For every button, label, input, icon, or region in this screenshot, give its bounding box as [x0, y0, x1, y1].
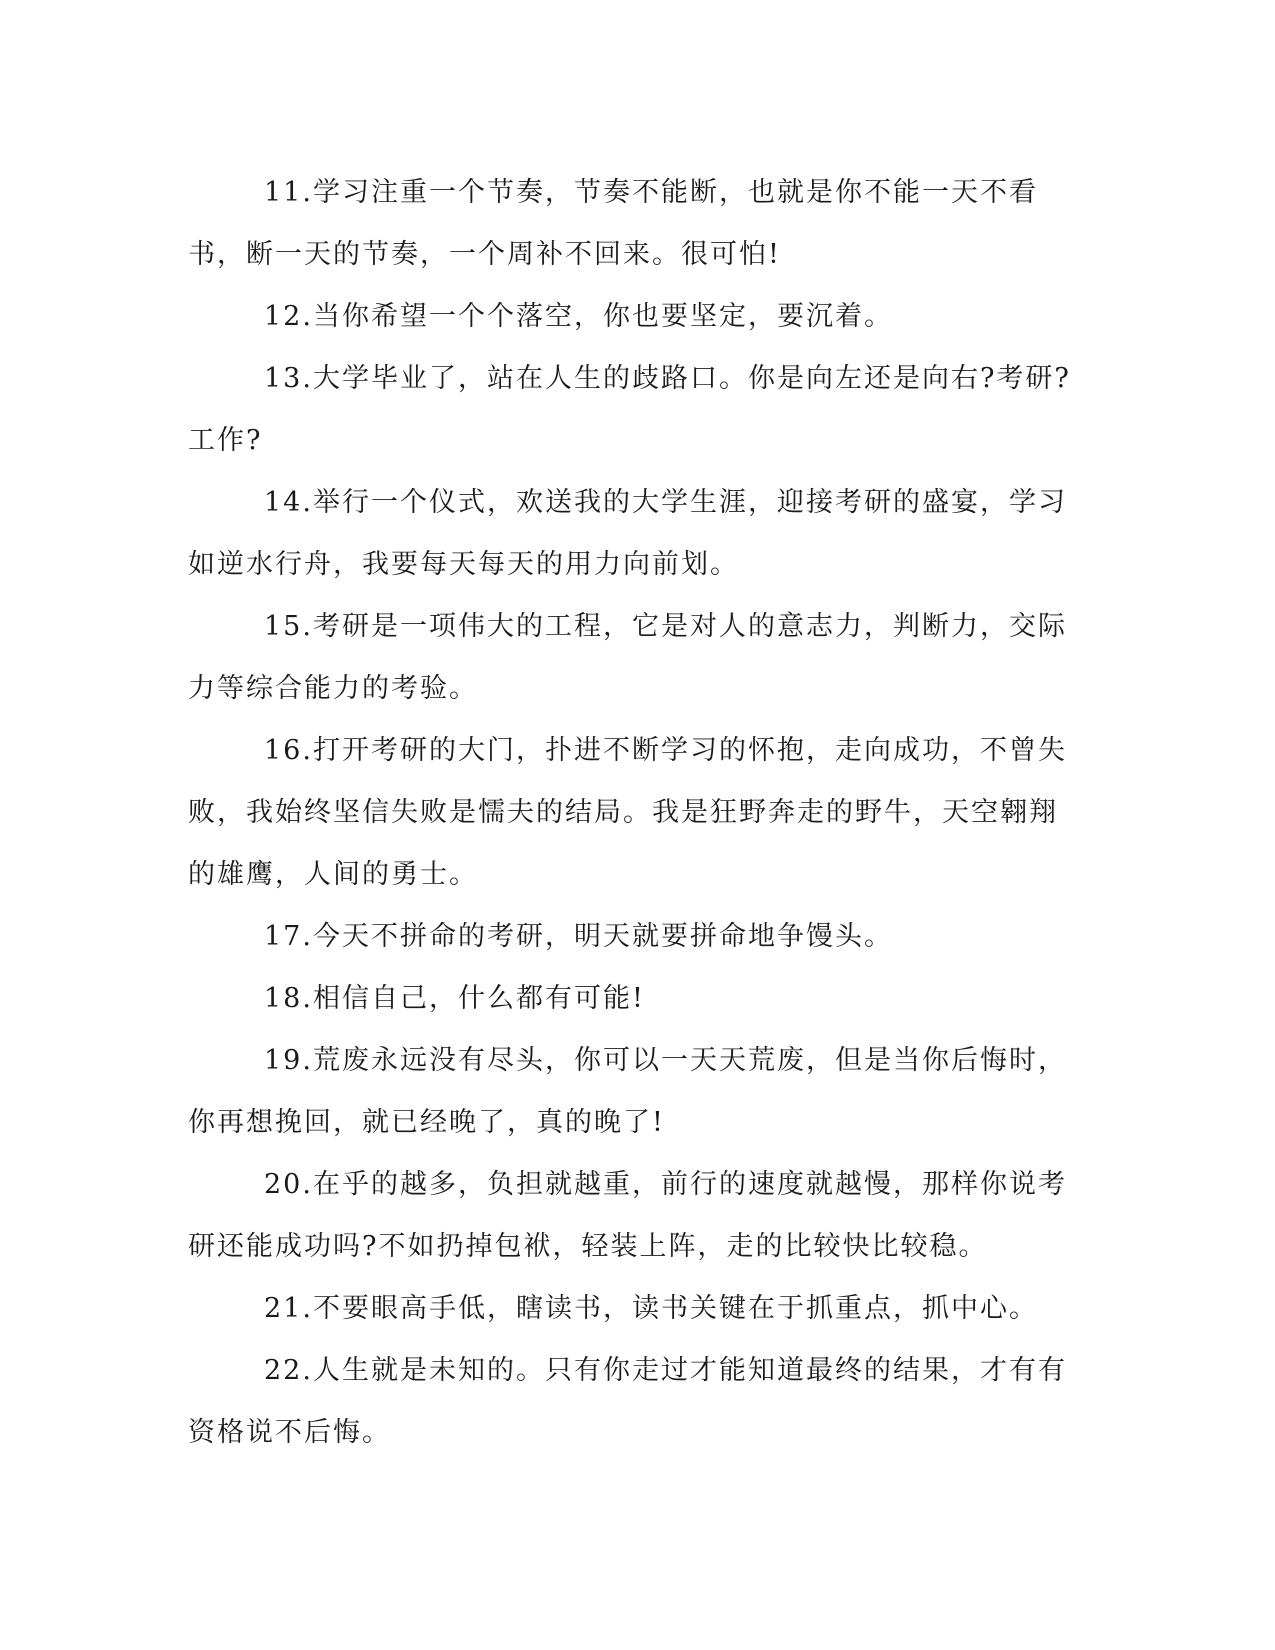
- paragraph-18: 18.相信自己，什么都有可能!: [264, 983, 645, 1014]
- paragraph-13: 13.大学毕业了，站在人生的歧路口。你是向左还是向右?考研?工作?: [188, 363, 1071, 456]
- paragraph-21: 21.不要眼高手低，瞎读书，读书关键在于抓重点，抓中心。: [264, 1293, 1038, 1324]
- paragraph-11: 11.学习注重一个节奏，节奏不能断，也就是你不能一天不看书，断一天的节奏，一个周补不回来。很可怕!: [188, 177, 1038, 270]
- paragraph-15: 15.考研是一项伟大的工程，它是对人的意志力，判断力，交际力等综合能力的考验。: [188, 611, 1067, 704]
- paragraph-17: 17.今天不拼命的考研，明天就要拼命地争馒头。: [264, 921, 893, 952]
- document-body: [188, 162, 1080, 1464]
- paragraph-16: 16.打开考研的大门，扑进不断学习的怀抱，走向成功，不曾失败，我始终坚信失败是懦夫的结局。我是狂野奔走的野牛，天空翱翔的雄鹰，人间的勇士。: [188, 735, 1067, 890]
- paragraph-19: 19.荒废永远没有尽头，你可以一天天荒废，但是当你后悔时，你再想挽回，就已经晚了，真的晚了!: [188, 1045, 1067, 1138]
- paragraph-14: 14.举行一个仪式，欢送我的大学生涯，迎接考研的盛宴，学习如逆水行舟，我要每天每天的用力向前划。: [188, 487, 1067, 580]
- paragraph-12: 12.当你希望一个个落空，你也要坚定，要沉着。: [264, 301, 893, 332]
- paragraph-20: 20.在乎的越多，负担就越重，前行的速度就越慢，那样你说考研还能成功吗?不如扔掉包袱，轻装上阵，走的比较快比较稳。: [188, 1169, 1067, 1262]
- paragraph-22: 22.人生就是未知的。只有你走过才能知道最终的结果，才有有资格说不后悔。: [188, 1355, 1067, 1448]
